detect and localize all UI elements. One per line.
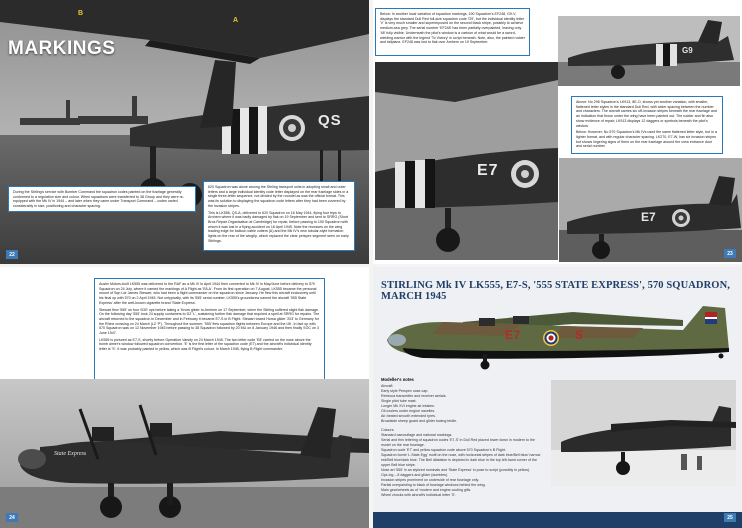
caption-box-295-570-squadron	[571, 96, 723, 154]
fuselage-code-letters: QS	[318, 112, 342, 129]
caption-text: Below: However, No 570 Squadron's Mk IVs used the same flattened letter style, but in a lighter format, and with regular character spacing. LK270, E7-W, has six invasion stripes but shows lingering signs of them on the rear fuselage around the crew entrance door and serial number.	[576, 130, 717, 149]
stirling-g9-image	[558, 16, 740, 86]
colour-profile-lk555	[383, 292, 735, 370]
page-24	[0, 267, 369, 528]
caption-text: 620 Squadron was alone among the Stirling transport units in adopting small and outer letters and a large individual identity code letter displayed on the rear fuselage sides in a single three-letter sequence, not divided by the roundel as was the official format. This was its solution to displaying the squadron code letters after they had been covered by the invasion stripes.	[208, 185, 349, 208]
caption-text: Above: No 295 Squadron's LK913, 8E-O, shows yet another variation, with smaller, flattened letter styles in the standard Dull Red, with wider spacing between the number and characters. The aircraft carries six off-invasion stripes beneath the rear fuselage and an indication that those under the wing have been painted out. The rudder and fin also show evidence of repair; LK913 displays 12 daggers or symbols beneath the pilot's window.	[576, 100, 717, 128]
caption-text: Below: In another local variation of squadron markings, 190 Squadron's EF248, G9-V, displays the standard Dull Red full-size squadron code 'G9', but the individual identity letter 'V' is very much smaller and superimposed on the second black stripe, possibly to achieve medium-sea grey. The serial number 'EF248' has been partially overpainted, leaving only '48' fully visible. Underneath the pilot's window is a cartoon of what would be a sword-wielding warrior with the legend 'To Victory' in script beneath. Note, also, the painted rudder and tailplane. EF248 was lost to flak over Arnhem on 19 September.	[380, 12, 525, 45]
note-line: Squadron code 'E7' and yellow squadron code above 570 Squadron's B Flight.	[381, 448, 506, 452]
note-line: Nose art '555' in an stylized nominals and 'State Express' in pose to script (possibly in yellow).	[381, 468, 531, 472]
stirling-e7-front-image	[375, 62, 558, 260]
note-line: Early style Perspex nose cap.	[381, 389, 429, 393]
note-line: Wheel chocks with aircraft's individual letter 'S'.	[381, 493, 456, 497]
caption-box-620-squadron	[203, 181, 355, 251]
caption-text: Stewart flew '555' on four SOE ops before taking a 'Know glider to Arnhem on 17 September, when the Stirling suffered slight flak damage. On the following day '555' took 24 supply containers to DZ 'L', sustaining further flak damage that required a spell at SRRG for repairs. The aircraft returned to the squadron in December and in February it became E7-S in B Flight. Stewart towed Horsa glider '203' to Germany for the Rhine crossing on 24 March (LZ 'P'). Throughout the summer, '555' flew squadron flights between Europe and the UK. In fact op with 570 Squadron was on 12 November 1945 before passing to 38 Squadron followed by 20 MU on 8 January 1946 and then finally SOC on 3 June 1947.	[99, 307, 320, 336]
note-line: Single pitot tube mast.	[381, 399, 417, 403]
note-line: Squadron bomb 'L.State Egg' motif on the nose, with horizontal stripes of dark blue/Bell blue/ narrow red/Bell blue/dark blue. The Bell dilatation is depicted in dark blue in the top left-hand corner of the upper Bell blue stripe.	[381, 453, 541, 467]
page-number: 22	[6, 250, 18, 259]
nose-art-text: State Express	[54, 451, 87, 457]
profile-code-s: S	[575, 328, 584, 342]
caption-text: Austin Motors-built LK555 was delivered to the RAF as a Mk IV in April 1944 then converted to Mk IV in May/June before delivery to 570 Squadron on 24 July, where it carried the markings of A Flight as 'E8-A'. From its first operation on 7 August, LK555 became the personal mount of Sqn Ldr James Stewart, who had been a flight commander on the squadron since January. He flew this aircraft exclusively until his final op with 570 on 2 April 1945. Not untypically, with its '555' serial number, LK555's groundcrew named the aircraft '555 State Express' after the well-known cigarette brand 'State Express'.	[99, 282, 317, 305]
note-line: Ops log – 8 daggers and glider (dumbles).	[381, 473, 449, 477]
page-footer-band	[373, 512, 742, 528]
note-line: Colours:	[381, 428, 395, 432]
callout-b: B	[78, 10, 84, 17]
fuselage-code-letters: E7	[477, 162, 499, 179]
fuselage-code-letters: G9	[682, 46, 693, 55]
caption-text: This is LK556, QS-A, delivered to 620 Squadron on 16 May 1944, flying four trips to Arnhem where it was badly damaged by flak on 19 September and sent to SRRG (Short Bros Repair Organisation at Cambridge) for repair, before passing to 190 Squadron with whom it was lost in a flying accident on 16 April 1945. Note the recesses on the wing leading edge for balloon cable cutters (A) and the Mk IV's new tubular-style formation lights on the rear of the wingtip, which replaced the clear perspex segment seen on early Stirlings.	[208, 210, 349, 243]
fuselage-code-letters: E7	[641, 210, 656, 224]
notes-colours	[381, 428, 541, 498]
note-line: Main gear/wheels as of 'modern and engine cooling gills.	[381, 488, 472, 492]
note-line: Oil coolers under engine nacelles.	[381, 409, 436, 413]
note-line: Aircraft:	[381, 384, 394, 388]
note-line: Partial overpainting to black of fuselage windows behind the wing.	[381, 483, 486, 487]
photo-stirling-e7-side	[559, 158, 742, 262]
page-number: 25	[724, 513, 736, 522]
note-line: Invasion stripes prominent on underside of rear fuselage only.	[381, 478, 480, 482]
note-line: Serial and thin lettering of squadron codes 'E7-S' in Dull Red placed lower down in modern to the model on the rear fuselage.	[381, 438, 535, 447]
caption-box-codes	[8, 186, 196, 212]
photo-stirling-snow	[551, 380, 736, 486]
note-line: Air-heated smooth extended tyres.	[381, 414, 436, 418]
page-number: 23	[724, 249, 736, 258]
notes-aircraft	[381, 384, 541, 424]
modellers-notes	[381, 377, 541, 498]
photo-stirling-g9	[558, 16, 740, 86]
caption-box-190-squadron	[375, 8, 530, 56]
page-25	[373, 267, 742, 528]
caption-text: LK555 is pictured as E7-S, shortly before Operation Varsity on 24 March 1945. The two letter code 'E8' carried on the nose above the bomb aimer's window followed squadron convention. 'E' is the first letter of the squadron code (E7) and the aircraft's individual identity letter is 'S'. It was probably painted in yellow, which was B Flight's colour. In March 1945, flying B Flight commander.	[99, 337, 312, 352]
note-line: Longer Mk XVI engine air intakes.	[381, 404, 435, 408]
stirling-snow-image	[551, 380, 736, 486]
colour-profile-image	[383, 292, 735, 370]
note-line: Broadside sheep guard and glider towing bridle.	[381, 419, 458, 423]
note-line: Rebecca transmitter and receiver aerials.	[381, 394, 447, 398]
page-title: MARKINGS	[8, 38, 116, 59]
notes-title: Modeller's notes	[381, 377, 414, 382]
profile-title: STIRLING Mk IV LK555, E7-S, '555 STATE EXPRESS', 570 SQUADRON, MARCH 1945	[381, 280, 730, 302]
caption-text: During the Stirling's service with Bomber Command the squadron codes painted on the fuselage generally conformed to a regulation size and colour. When squadrons were transferred to 38 Group and they were re-equipped with the Mk IV in 1944 – and later when they came under Transport Command – codes varied considerably in size, positioning and character spacing.	[13, 190, 184, 209]
page-number: 24	[6, 513, 18, 522]
page-23	[373, 0, 742, 264]
page-22	[0, 0, 369, 264]
callout-a: A	[233, 17, 239, 24]
photo-stirling-e7-front	[375, 62, 558, 260]
caption-box-lk555-history	[94, 278, 325, 380]
note-line: Standard camouflage and national markings.	[381, 433, 453, 437]
profile-code-e7: E7	[505, 328, 521, 342]
photo-lk555-nose	[0, 379, 369, 528]
